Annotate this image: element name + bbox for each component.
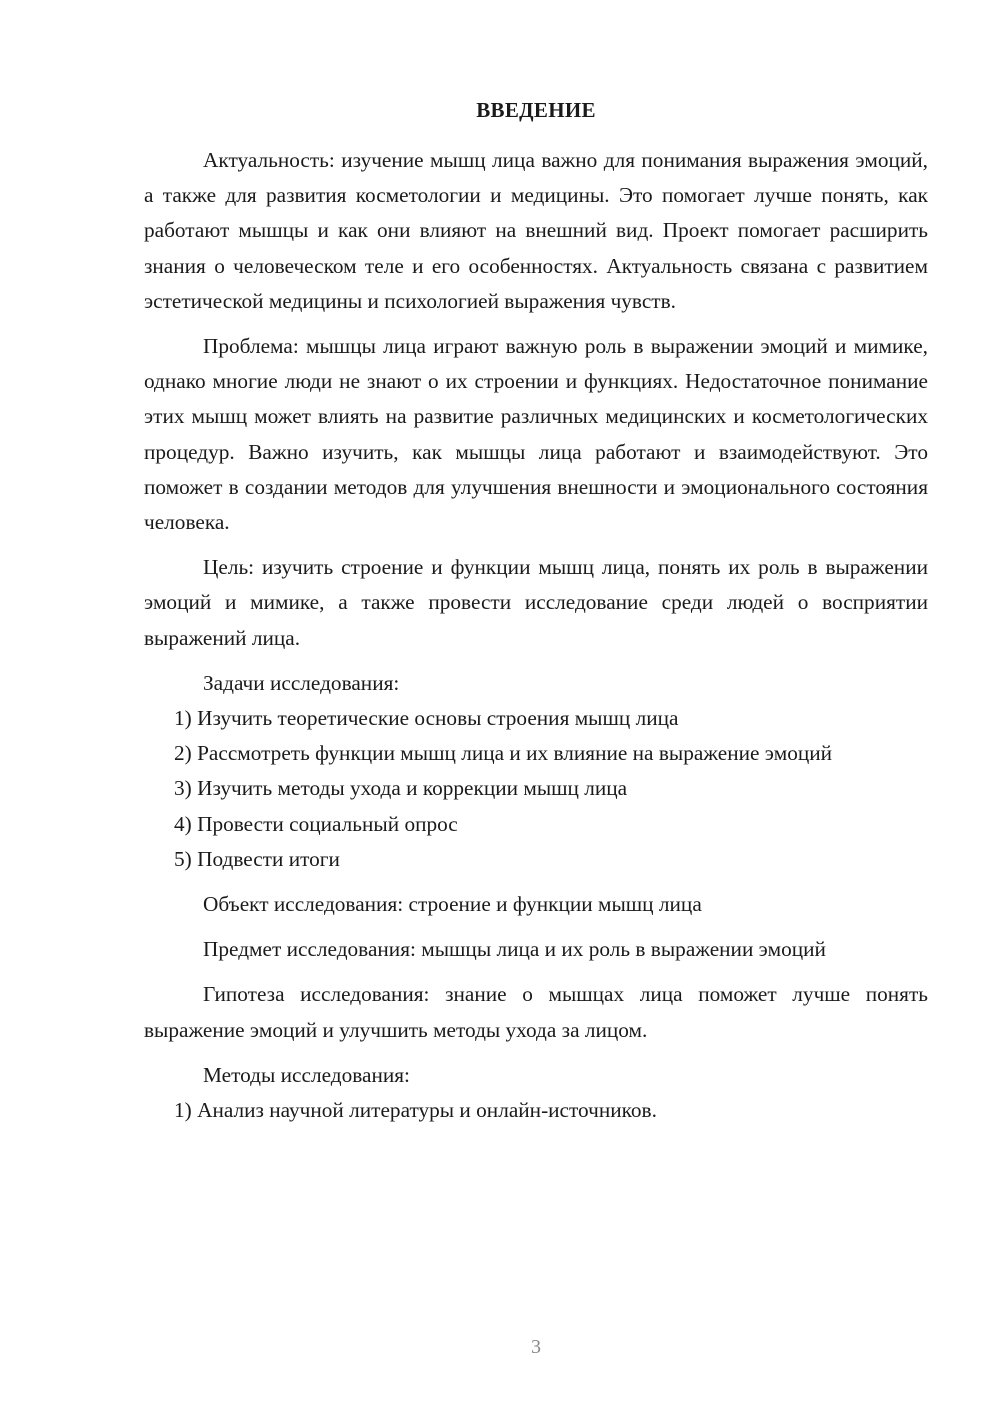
task-item: 5) Подвести итоги <box>174 846 340 871</box>
section-title: ВВЕДЕНИЕ <box>476 98 596 122</box>
task-item: 1) Изучить теоретические основы строения мышц лица <box>174 706 679 731</box>
tasks-heading: Задачи исследования: <box>203 670 400 695</box>
paragraph-goal: Цель: изучить строение и функции мышц лица, понять их роль в выражении эмоций и мимике, а также провести исследование среди людей о восприятии выражений лица. <box>144 555 928 650</box>
task-item: 3) Изучить методы ухода и коррекции мышц лица <box>174 776 628 801</box>
paragraph-problem: Проблема: мышцы лица играют важную роль в выражении эмоций и мимике, однако многие люди не знают о их строении и функциях. Недостаточное понимание этих мышц может влиять на развитие различных медицинских и косметологических процедур. Важно изучить, как мышцы лица работают и взаимодействуют. Это поможет в создании методов для улучшения внешности и эмоционального состояния человека. <box>144 334 928 535</box>
paragraph-relevance: Актуальность: изучение мышц лица важно для понимания выражения эмоций, а также для развития косметологии и медицины. Это помогает лучше понять, как работают мышцы и как они влияют на внешний вид. Проект помогает расширить знания о человеческом теле и его особенностях. Актуальность связана с развитием эстетической медицины и психологией выражения чувств. <box>144 148 928 313</box>
page-number: 3 <box>531 1336 541 1358</box>
paragraph-hypothesis: Гипотеза исследования: знание о мышцах лица поможет лучше понять выражение эмоций и улучшить методы ухода за лицом. <box>144 982 928 1042</box>
document-body <box>144 143 928 1128</box>
method-item: 1) Анализ научной литературы и онлайн-источников. <box>174 1098 657 1123</box>
paragraph-subject: Предмет исследования: мышцы лица и их роль в выражении эмоций <box>203 937 826 962</box>
methods-heading: Методы исследования: <box>203 1062 410 1087</box>
task-item: 4) Провести социальный опрос <box>174 811 458 836</box>
paragraph-object: Объект исследования: строение и функции мышц лица <box>203 892 702 917</box>
task-item: 2) Рассмотреть функции мышц лица и их влияние на выражение эмоций <box>174 741 833 766</box>
